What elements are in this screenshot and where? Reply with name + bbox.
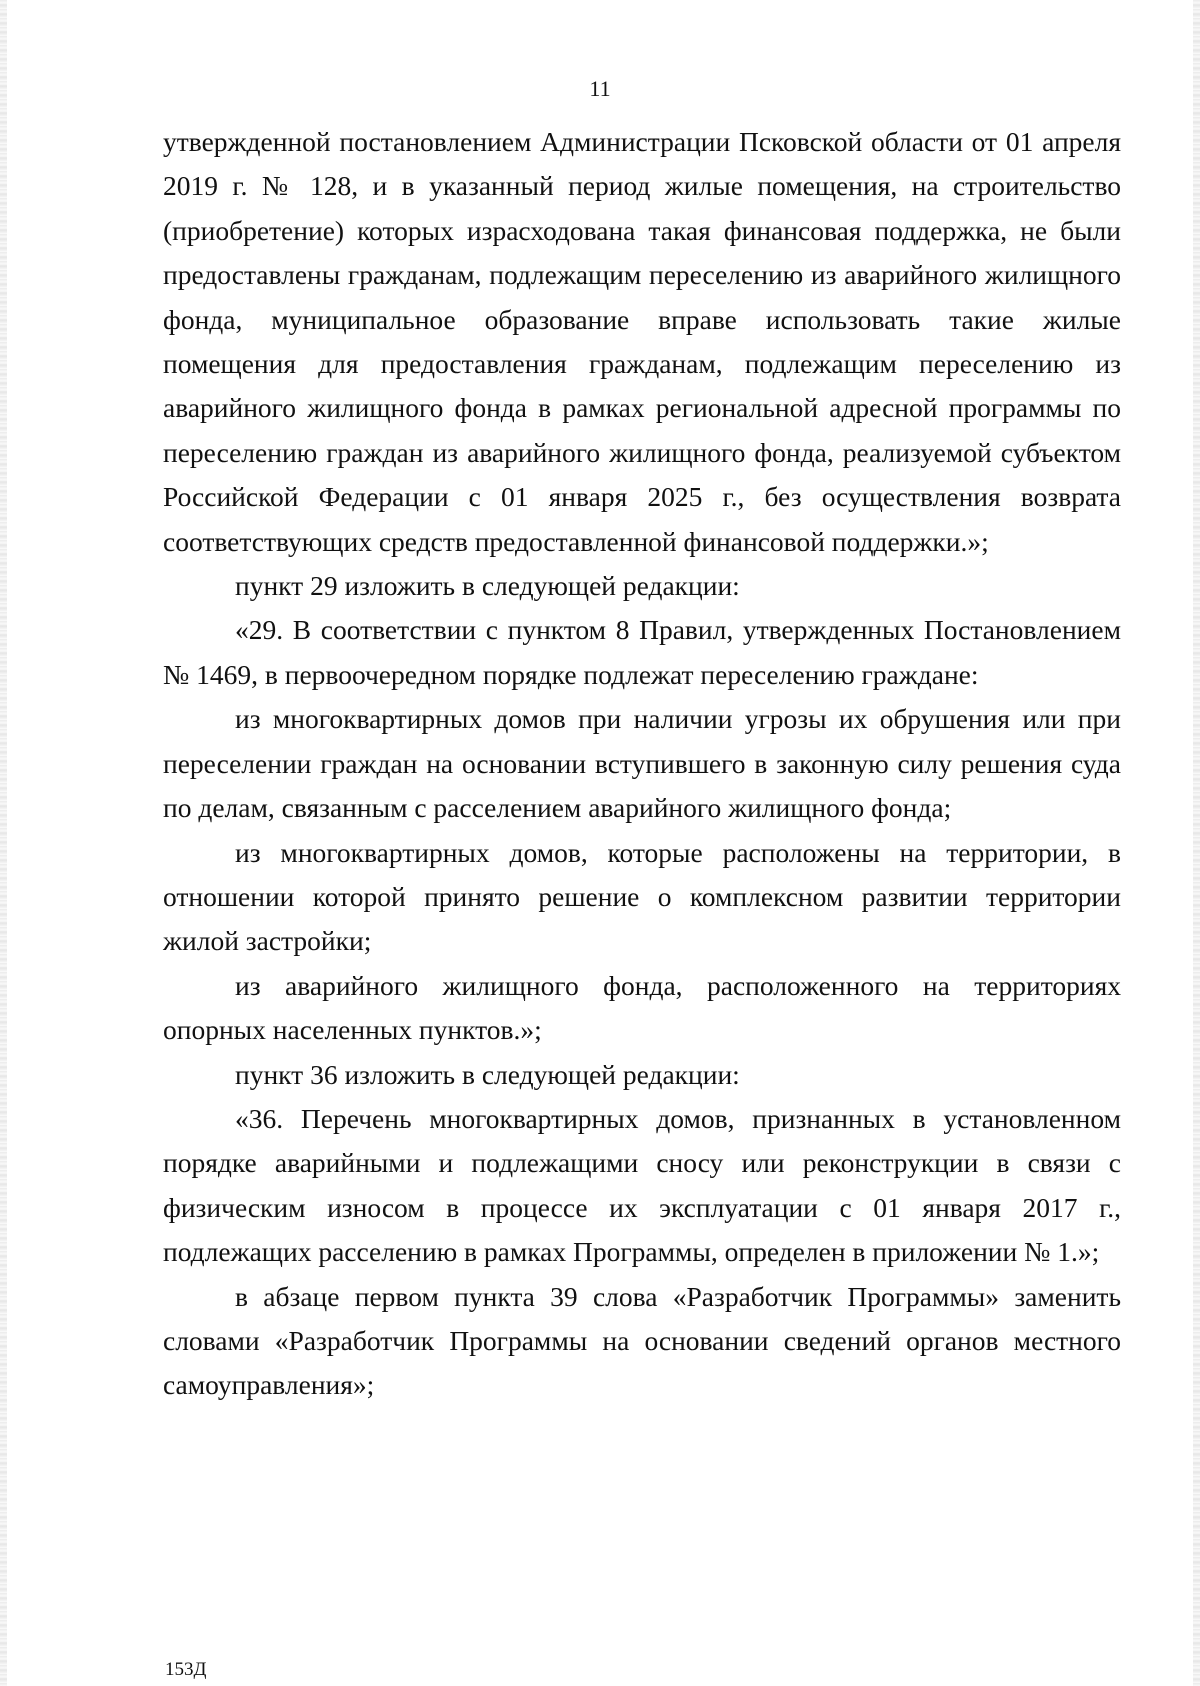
paragraph-territory-development: из многоквартирных домов, которые расположены на территории, в отношении которой принято решение о комплексном развитии территории жилой застройки; — [163, 836, 1121, 957]
paragraph-continuation: утвержденной постановлением Администрации Псковской области от 01 апреля 2019 г. № 128, и в указанный период жилые помещения, на строительство (приобретение) которых израсходована такая финансовая поддержка, не были предоставлены гражданам, подлежащим переселению из аварийного жилищного фонда, муниципальное образование вправе использовать такие жилые помещения для предоставления гражданам, подлежащим переселению из аварийного жилищного фонда в рамках региональной адресной программы по переселению граждан из аварийного жилищного фонда, реализуемой субъектом Российской Федерации с 01 января 2025 г., без осуществления возврата соответствующих средств предоставленной финансовой поддержки.»; — [163, 126, 1121, 557]
paragraph-reference-settlements: из аварийного жилищного фонда, расположенного на территориях опорных населенных пунктов.»; — [163, 969, 1121, 1046]
paragraph-emergency-houses: из многоквартирных домов при наличии угрозы их обрушения или при переселении граждан на основании вступившего в законную силу решения суда по делам, связанным с расселением аварийного жилищного фонда; — [163, 703, 1121, 824]
document-body — [163, 120, 1121, 1408]
paragraph-item-29: «29. В соответствии с пунктом 8 Правил, утвержденных Постановлением № 1469, в первоочередном порядке подлежат переселению граждане: — [163, 614, 1121, 690]
document-code: 153Д — [165, 1659, 207, 1680]
paragraph-item-36-intro: пункт 36 изложить в следующей редакции: — [235, 1058, 740, 1090]
paragraph-item-36: «36. Перечень многоквартирных домов, признанных в установленном порядке аварийными и подлежащими сносу или реконструкции в связи с физическим износом в процессе их эксплуатации с 01 января 2017 г., подлежащих расселению в рамках Программы, определен в приложении № 1.»; — [163, 1102, 1121, 1268]
scan-edge-right — [1193, 0, 1200, 1686]
scan-edge-left — [0, 0, 7, 1686]
page-number: 11 — [589, 76, 611, 101]
paragraph-item-39: в абзаце первом пункта 39 слова «Разработчик Программы» заменить словами «Разработчик Программы на основании сведений органов местного самоуправления»; — [163, 1280, 1121, 1401]
paragraph-item-29-intro: пункт 29 изложить в следующей редакции: — [235, 570, 740, 602]
